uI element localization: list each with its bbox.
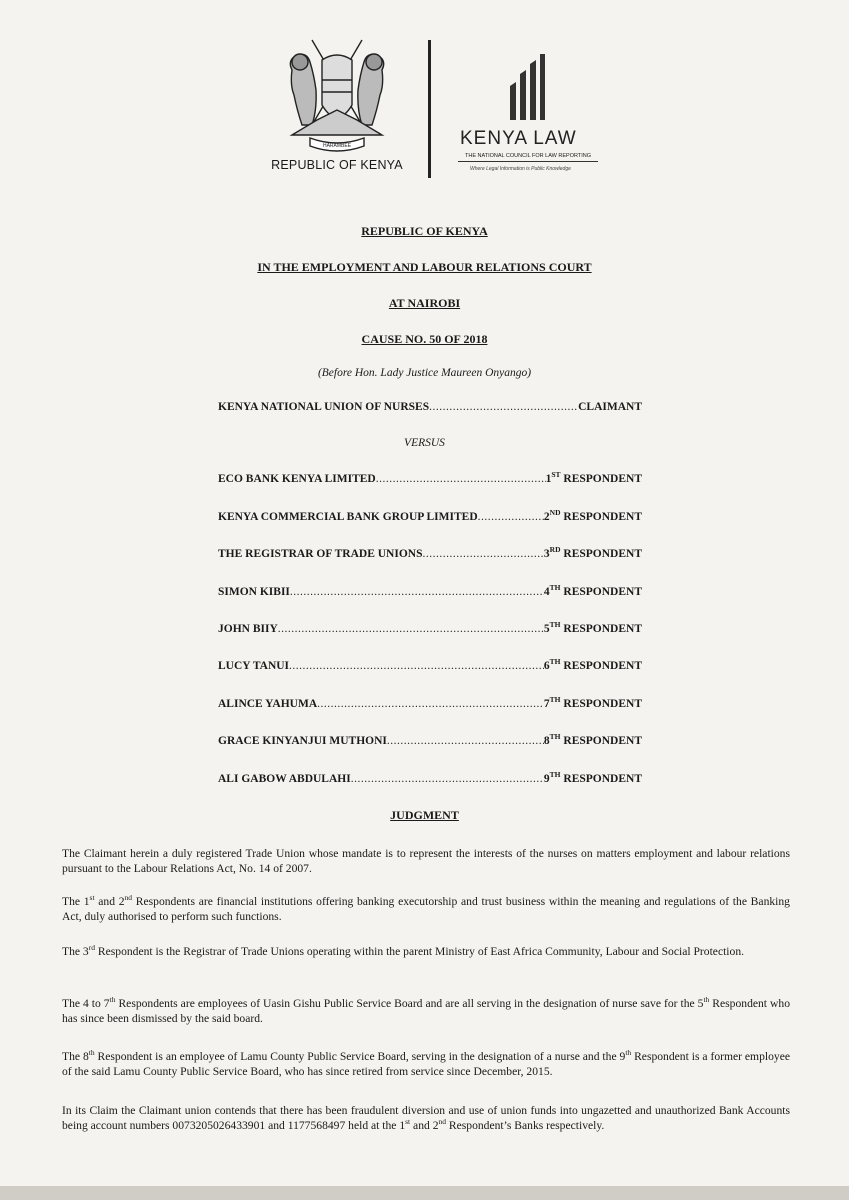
claimant-name: KENYA NATIONAL UNION OF NURSES	[218, 401, 430, 413]
location-heading: AT NAIROBI	[388, 296, 461, 310]
dot-leader	[376, 473, 546, 485]
dot-leader	[478, 511, 544, 523]
dot-leader	[429, 401, 578, 413]
coat-of-arms-motto: HARAMBEE	[322, 143, 352, 149]
respondent-line	[218, 508, 642, 523]
kenya-law-tagline: Where Legal Information is Public Knowledge	[470, 166, 571, 172]
respondent-name: GRACE KINYANJUI MUTHONI	[218, 735, 387, 747]
respondent-name: LUCY TANUI	[218, 660, 290, 672]
respondent-role: 9TH RESPONDENT	[543, 770, 642, 785]
respondent-role: 4TH RESPONDENT	[543, 583, 642, 598]
respondent-line	[218, 657, 642, 672]
respondent-line	[218, 695, 642, 710]
respondent-role: 1ST RESPONDENT	[545, 470, 642, 485]
respondent-line	[218, 732, 642, 747]
paragraph-uasin-gishu: The 4 to 7th Respondents are employees of Uasin Gishu Public Service Board and are all serving in the designation of nurse save for the 5th Respondent who has since been dismissed by the said board.	[62, 995, 790, 1025]
respondent-name: ALINCE YAHUMA	[218, 698, 318, 710]
kenya-law-logo	[450, 44, 600, 184]
respondent-line	[218, 545, 642, 560]
header-divider	[428, 40, 431, 178]
respondent-name: ECO BANK KENYA LIMITED	[218, 473, 376, 485]
coat-of-arms-icon	[272, 30, 402, 160]
paragraph-claimant: The Claimant herein a duly registered Trade Union whose mandate is to represent the interests of the nurses on matters employment and labour relations pursuant to the Labour Relations Act, No. 14 of 2007.	[62, 847, 790, 875]
respondent-role: 3RD RESPONDENT	[543, 545, 642, 560]
dot-leader	[278, 623, 544, 635]
respondent-role: 8TH RESPONDENT	[543, 732, 642, 747]
paragraph-banks: The 1st and 2nd Respondents are financial institutions offering banking executorship and trust business within the meaning and regulations of the Banking Act, duly authorised to perform such functions.	[62, 893, 790, 923]
claimant-line	[218, 401, 642, 413]
claimant-role: CLAIMANT	[578, 401, 642, 413]
dot-leader	[387, 735, 544, 747]
kenya-law-subtitle: THE NATIONAL COUNCIL FOR LAW REPORTING	[458, 153, 598, 162]
cause-number-heading: CAUSE NO. 50 OF 2018	[361, 332, 488, 346]
republic-heading: REPUBLIC OF KENYA	[361, 224, 488, 238]
kenya-law-title: KENYA LAW	[460, 128, 577, 149]
dot-leader	[317, 698, 544, 710]
judgment-heading: JUDGMENT	[390, 808, 459, 822]
paragraph-lamu: The 8th Respondent is an employee of Lamu County Public Service Board, serving in the designation of a nurse and the 9th Respondent is a former employee of the said Lamu County Public Service Board, who has since retired from service since December, 2015.	[62, 1048, 790, 1078]
respondent-role: 5TH RESPONDENT	[543, 620, 642, 635]
dot-leader	[422, 548, 543, 560]
respondent-role: 6TH RESPONDENT	[543, 657, 642, 672]
respondent-line	[218, 583, 642, 598]
versus-line: VERSUS	[404, 437, 445, 449]
paragraph-registrar: The 3rd Respondent is the Registrar of Trade Unions operating within the parent Ministry of East Africa Community, Labour and Social Protection.	[62, 943, 745, 958]
scan-bottom-edge	[0, 1186, 849, 1200]
court-heading: IN THE EMPLOYMENT AND LABOUR RELATIONS COURT	[257, 260, 592, 274]
dot-leader	[351, 773, 544, 785]
respondent-line	[218, 620, 642, 635]
dot-leader	[290, 586, 544, 598]
respondent-name: THE REGISTRAR OF TRADE UNIONS	[218, 548, 423, 560]
kenya-law-columns-icon	[450, 44, 600, 134]
bench-line: (Before Hon. Lady Justice Maureen Onyango)	[317, 367, 532, 379]
respondent-role: 2ND RESPONDENT	[543, 508, 642, 523]
respondent-name: JOHN BIIY	[218, 623, 278, 635]
respondent-name: SIMON KIBII	[218, 586, 290, 598]
respondent-role: 7TH RESPONDENT	[543, 695, 642, 710]
respondent-name: KENYA COMMERCIAL BANK GROUP LIMITED	[218, 511, 478, 523]
respondent-line	[218, 770, 642, 785]
respondent-name: ALI GABOW ABDULAHI	[218, 773, 351, 785]
dot-leader	[289, 660, 544, 672]
respondent-line	[218, 470, 642, 485]
coat-of-arms-caption: REPUBLIC OF KENYA	[271, 158, 403, 172]
paragraph-claim: In its Claim the Claimant union contends that there has been fraudulent diversion and use of union funds into ungazetted and unauthorized Bank Accounts being account numbers 0073205026433901 and 1177568497 held at the 1st and 2nd Respondent’s Banks respectively.	[62, 1104, 790, 1132]
